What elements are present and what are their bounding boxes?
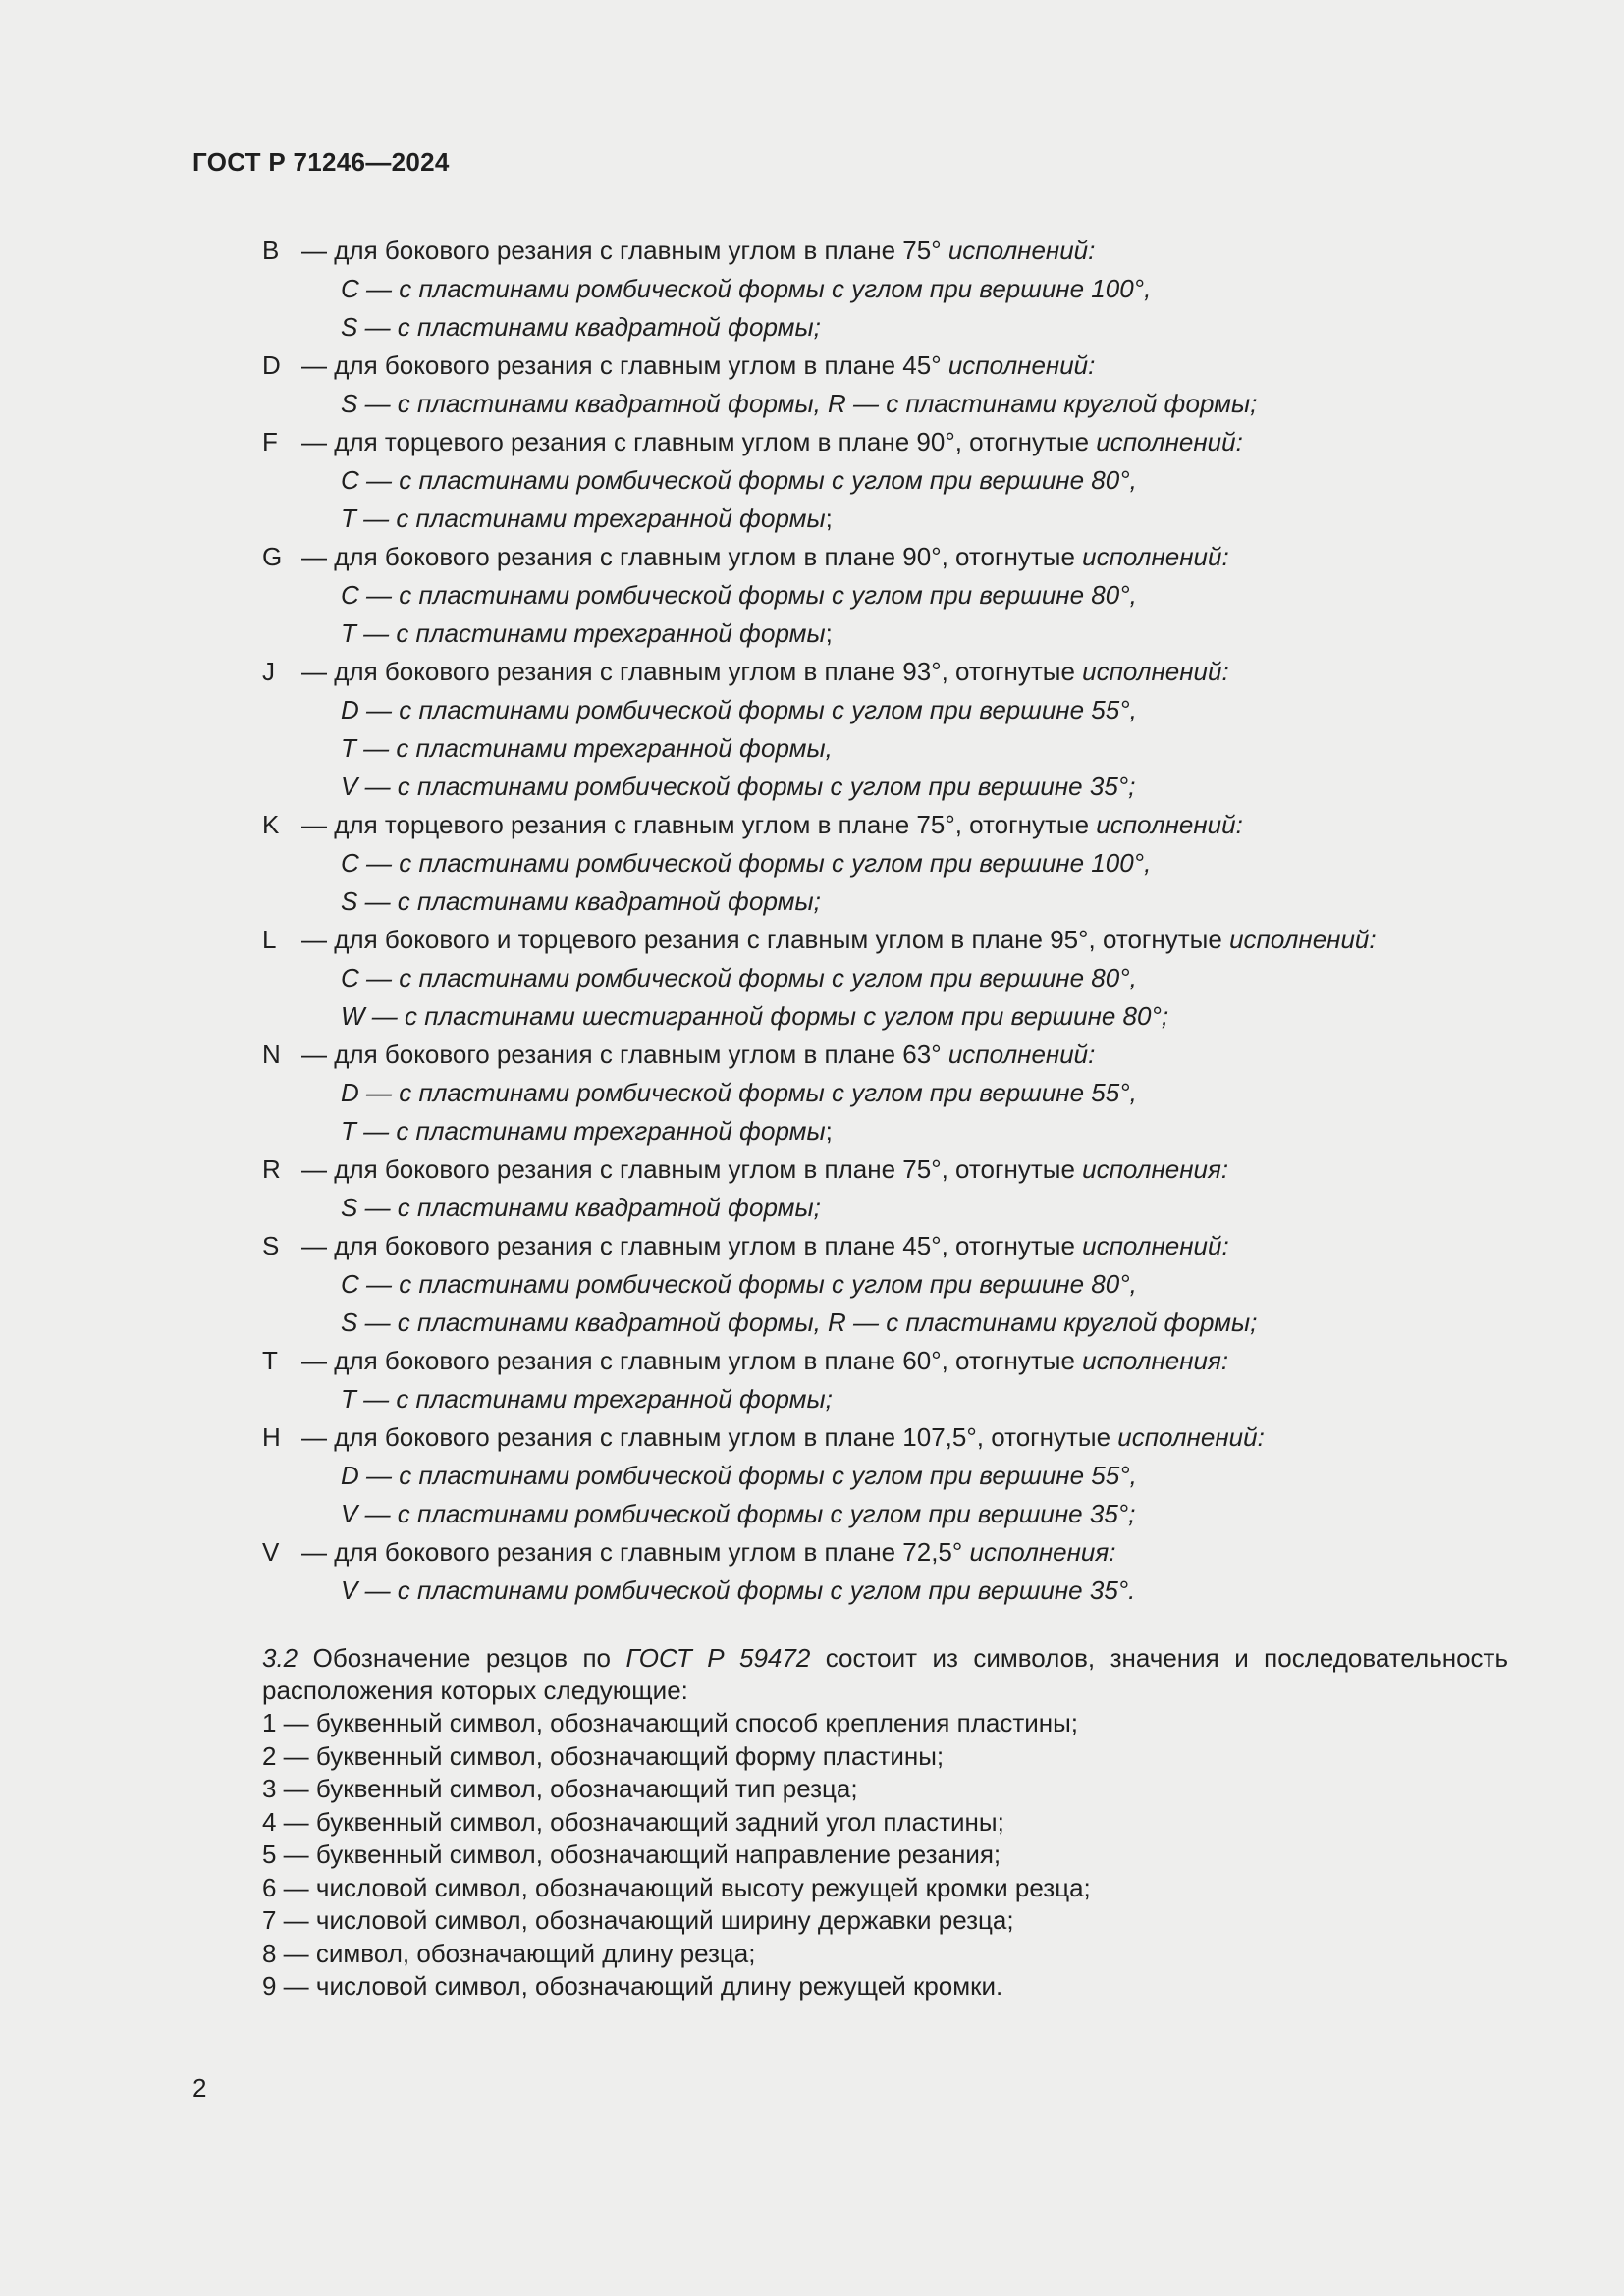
variant-text: W — с пластинами шестигранной формы с углом при вершине 80°; xyxy=(341,1001,1169,1031)
code-letter: D xyxy=(262,350,281,380)
variant-text: C — с пластинами ромбической формы с углом при вершине 80°, xyxy=(341,1269,1137,1299)
code-variants-label: исполнения: xyxy=(1082,1154,1229,1184)
code-item xyxy=(262,921,1558,959)
code-letter: T xyxy=(262,1346,278,1375)
section-text-1: Обозначение резцов по xyxy=(298,1643,626,1673)
code-item xyxy=(262,1533,1558,1572)
variant-text: C — с пластинами ромбической формы с углом при вершине 80°, xyxy=(341,580,1137,610)
code-variants-label: исполнений: xyxy=(1117,1422,1265,1452)
variant-text: C — с пластинами ромбической формы с углом при вершине 80°, xyxy=(341,963,1137,992)
variant-text: T — с пластинами трехгранной формы; xyxy=(341,1384,833,1414)
variant-punct: ; xyxy=(825,1116,833,1146)
section-3-2 xyxy=(192,1642,1508,2003)
code-variants-label: исполнений: xyxy=(1229,925,1377,954)
variant-text: S — с пластинами квадратной формы, R — с пластинами круглой формы; xyxy=(341,1308,1258,1337)
code-variant xyxy=(262,461,1558,500)
variant-text: D — с пластинами ромбической формы с углом при вершине 55°, xyxy=(341,695,1137,724)
code-variant xyxy=(262,614,1558,653)
code-variant xyxy=(262,1304,1558,1342)
code-letter: N xyxy=(262,1040,281,1069)
code-variants-label: исполнения: xyxy=(1082,1346,1229,1375)
code-variant xyxy=(262,385,1558,423)
code-item xyxy=(262,1036,1558,1074)
variant-text: S — с пластинами квадратной формы, R — с пластинами круглой формы; xyxy=(341,389,1258,418)
variant-text: V — с пластинами ромбической формы с углом при вершине 35°; xyxy=(341,1499,1136,1528)
code-letter: J xyxy=(262,657,275,686)
code-description: — для бокового резания с главным углом в плане 63° xyxy=(301,1040,948,1069)
code-description: — для бокового резания с главным углом в плане 45°, отогнутые xyxy=(301,1231,1083,1260)
code-letter: G xyxy=(262,542,283,571)
code-variant xyxy=(262,1265,1558,1304)
section-intro xyxy=(192,1642,1508,1707)
code-variant xyxy=(262,1189,1558,1227)
variant-text: S — с пластинами квадратной формы; xyxy=(341,312,821,342)
symbol-list-item: 1 — буквенный символ, обозначающий способ крепления пластины; xyxy=(262,1708,1079,1737)
code-description: — для бокового резания с главным углом в плане 107,5°, отогнутые xyxy=(301,1422,1118,1452)
variant-text: T — с пластинами трехгранной формы xyxy=(341,618,826,648)
symbol-list-item: 6 — числовой символ, обозначающий высоту режущей кромки резца; xyxy=(262,1872,1091,1902)
code-letter: S xyxy=(262,1231,280,1260)
standard-reference: ГОСТ Р 59472 xyxy=(625,1643,811,1673)
code-variant xyxy=(262,882,1558,921)
code-item xyxy=(262,1150,1558,1189)
code-description: — для торцевого резания с главным углом в плане 75°, отогнутые xyxy=(301,810,1097,839)
code-item xyxy=(262,1342,1558,1380)
code-item xyxy=(262,347,1558,385)
code-variants-label: исполнений: xyxy=(947,350,1096,380)
code-variant xyxy=(262,1457,1558,1495)
symbol-list-item: 9 — числовой символ, обозначающий длину режущей кромки. xyxy=(262,1971,1003,2001)
code-letter: H xyxy=(262,1422,281,1452)
code-variants-label: исполнения: xyxy=(969,1537,1116,1567)
variant-punct: ; xyxy=(825,618,833,648)
code-letter: K xyxy=(262,810,280,839)
variant-text: S — с пластинами квадратной формы; xyxy=(341,1193,821,1222)
variant-punct: ; xyxy=(825,504,833,533)
code-item xyxy=(262,538,1558,576)
code-variants-label: исполнений: xyxy=(1096,427,1243,456)
code-variant xyxy=(262,1495,1558,1533)
code-description: — для бокового и торцевого резания с главным углом в плане 95°, отогнутые xyxy=(301,925,1230,954)
variant-text: V — с пластинами ромбической формы с углом при вершине 35°. xyxy=(341,1575,1136,1605)
code-description: — для бокового резания с главным углом в плане 75°, отогнутые xyxy=(301,1154,1083,1184)
code-variant xyxy=(262,729,1558,768)
page-number: 2 xyxy=(192,2073,207,2103)
section-text-2: состоит из символов, значения и последовательность расположения которых следующие: xyxy=(262,1643,1509,1705)
code-letter: L xyxy=(262,925,277,954)
code-item xyxy=(262,653,1558,691)
code-variant xyxy=(262,270,1558,308)
variant-text: T — с пластинами трехгранной формы xyxy=(341,1116,826,1146)
code-description: — для бокового резания с главным углом в плане 72,5° xyxy=(301,1537,970,1567)
code-letter: V xyxy=(262,1537,280,1567)
symbol-list-item: 4 — буквенный символ, обозначающий задний угол пластины; xyxy=(262,1806,1004,1837)
code-letter: F xyxy=(262,427,278,456)
symbol-list xyxy=(192,1707,1508,2003)
code-item xyxy=(262,806,1558,844)
code-description: — для бокового резания с главным углом в плане 90°, отогнутые xyxy=(301,542,1083,571)
code-letter: B xyxy=(262,236,280,265)
code-description: — для торцевого резания с главным углом в плане 90°, отогнутые xyxy=(301,427,1097,456)
code-variants-label: исполнений: xyxy=(1082,542,1229,571)
variant-text: D — с пластинами ромбической формы с углом при вершине 55°, xyxy=(341,1461,1137,1490)
section-number: 3.2 xyxy=(262,1643,298,1673)
code-description: — для бокового резания с главным углом в плане 45° xyxy=(301,350,948,380)
document-header: ГОСТ Р 71246—2024 xyxy=(192,147,450,177)
code-item xyxy=(262,423,1558,461)
code-variant xyxy=(262,576,1558,614)
symbol-list-item: 5 — буквенный символ, обозначающий направление резания; xyxy=(262,1840,1001,1869)
symbol-list-item: 2 — буквенный символ, обозначающий форму пластины; xyxy=(262,1740,945,1771)
variant-text: D — с пластинами ромбической формы с углом при вершине 55°, xyxy=(341,1078,1137,1107)
code-variant xyxy=(262,768,1558,806)
code-variant xyxy=(262,844,1558,882)
code-variant xyxy=(262,500,1558,538)
variant-text: T — с пластинами трехгранной формы, xyxy=(341,733,833,763)
variant-text: C — с пластинами ромбической формы с углом при вершине 100°, xyxy=(341,848,1152,878)
variant-text: C — с пластинами ромбической формы с углом при вершине 100°, xyxy=(341,274,1152,303)
code-variant xyxy=(262,1112,1558,1150)
symbol-list-item: 7 — числовой символ, обозначающий ширину державки резца; xyxy=(262,1905,1014,1935)
variant-text: V — с пластинами ромбической формы с углом при вершине 35°; xyxy=(341,772,1136,801)
code-variant xyxy=(262,1380,1558,1418)
code-description: — для бокового резания с главным углом в плане 60°, отогнутые xyxy=(301,1346,1083,1375)
code-variant xyxy=(262,691,1558,729)
code-item xyxy=(262,1227,1558,1265)
code-item xyxy=(262,232,1558,270)
variant-text: S — с пластинами квадратной формы; xyxy=(341,886,821,916)
code-variants-label: исполнений: xyxy=(1096,810,1243,839)
code-variant xyxy=(262,959,1558,997)
variant-text: C — с пластинами ромбической формы с углом при вершине 80°, xyxy=(341,465,1137,495)
code-variants-label: исполнений: xyxy=(947,236,1096,265)
code-variant xyxy=(262,1572,1558,1610)
symbol-list-item: 3 — буквенный символ, обозначающий тип резца; xyxy=(262,1774,858,1803)
code-description: — для бокового резания с главным углом в плане 75° xyxy=(301,236,948,265)
code-variants-label: исполнений: xyxy=(1082,657,1229,686)
code-variants-label: исполнений: xyxy=(1082,1231,1229,1260)
symbol-list-item: 8 — символ, обозначающий длину резца; xyxy=(262,1938,756,1968)
code-variants-label: исполнений: xyxy=(947,1040,1096,1069)
code-letter: R xyxy=(262,1154,281,1184)
variant-text: T — с пластинами трехгранной формы xyxy=(341,504,826,533)
code-item xyxy=(262,1418,1558,1457)
code-variant xyxy=(262,997,1558,1036)
code-variant xyxy=(262,308,1558,347)
code-variant xyxy=(262,1074,1558,1112)
holder-code-list xyxy=(262,232,1558,1610)
code-description: — для бокового резания с главным углом в плане 93°, отогнутые xyxy=(301,657,1083,686)
